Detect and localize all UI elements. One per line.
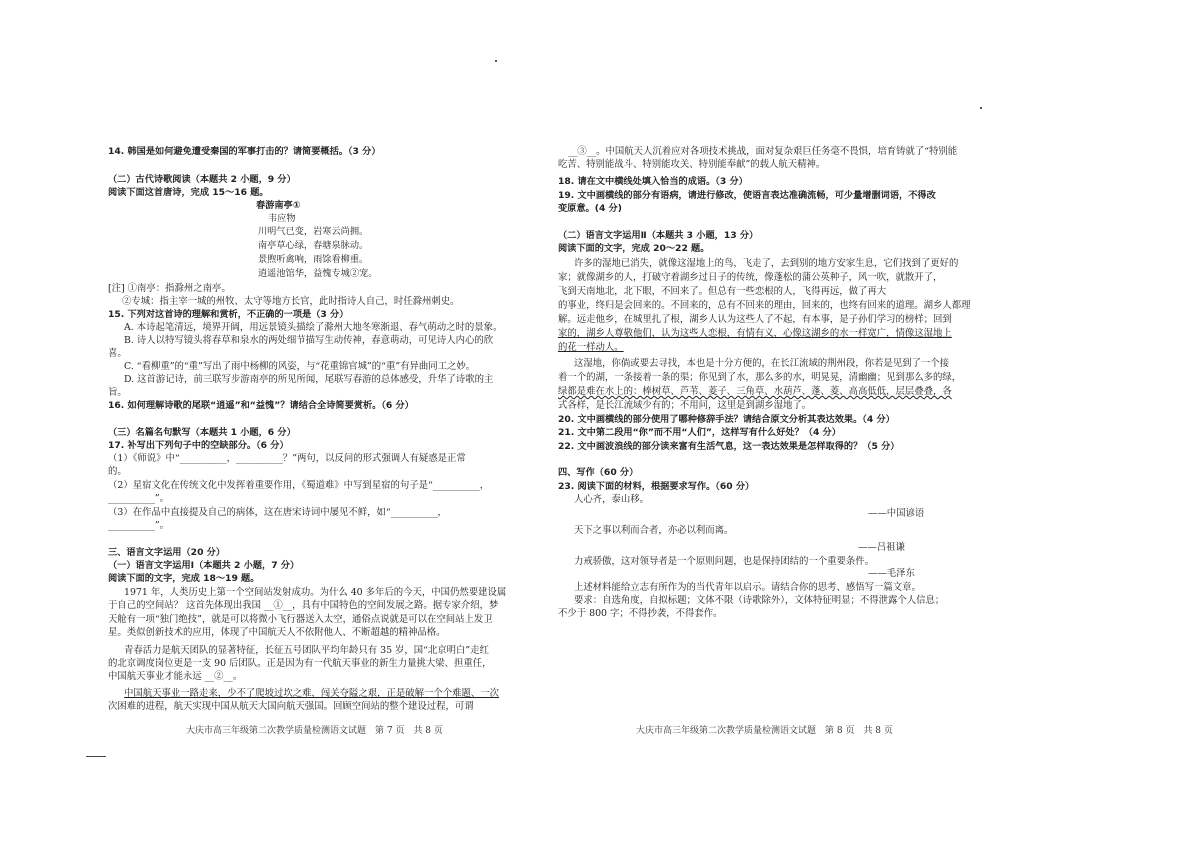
section-recitation-title: （三）名篇名句默写（本题共 1 小题，6 分） xyxy=(108,427,296,438)
reading-line: 家；就像湖乡的人，打破守着湖乡过日子的传统，像蓬松的蒲公英种子，风一吹，就散开了， xyxy=(558,272,943,283)
para-1-line: 1971 年，人类历史上第一个空间站发射成功。为什么 40 多年后的今天，中国仍然要建设属 xyxy=(124,587,507,598)
question-20: 20. 文中画横线的部分使用了哪种修辞手法？请结合原文分析其表达效果。（4 分） xyxy=(558,414,895,425)
question-14: 14. 韩国是如何避免遭受秦国的军事打击的？请简要概括。（3 分） xyxy=(108,146,381,157)
question-15: 15. 下列对这首诗的理解和赏析，不正确的一项是（3 分） xyxy=(108,309,349,320)
para-1-line: 星。类似创新技术的应用，体现了中国航天人不依附他人、不断超越的精神品格。 xyxy=(108,627,446,638)
note-1: [注] ①南亭：指滁州之南亭。 xyxy=(108,283,231,294)
option-b: B. 诗人以特写镜头将春草和泉水的两处细节描写生动传神，春意萌动，可见诗人内心的欣 xyxy=(124,335,494,346)
para-1-line: 天舱有一项“独门绝技”，就是可以将微小飞行器送入太空，通俗点说就是可以在空间站上发卫 xyxy=(108,614,493,625)
para-3-line: 次困难的进程，航天实现中国从航天大国向航天强国。回顾空间站的整个建设过程，可谓 xyxy=(108,701,474,712)
section-poetry-intro: 阅读下面这首唐诗，完成 15～16 题。 xyxy=(108,187,269,198)
question-22: 22. 文中画波浪线的部分读来富有生活气息，这一表达效果是怎样取得的？（5 分） xyxy=(558,441,900,452)
question-16: 16. 如何理解诗歌的尾联“逍遥”和“益愧”？请结合全诗简要赏析。（6 分） xyxy=(108,400,414,411)
material-1: 人心齐，泰山移。 xyxy=(574,494,650,505)
question-19: 19. 文中画横线的部分有语病，请进行修改，使语言表达准确流畅，可少量增删词语，不得改 xyxy=(558,190,936,201)
reading-line: 这湿地，你倘或要去寻找，本也是十分方便的，在长江流域的荆州段，你若是见到了一个接 xyxy=(574,358,950,369)
para-line: 吃苦、特别能战斗、特别能攻关、特别能奉献”的载人航天精神。 xyxy=(558,159,826,170)
section-poetry-title: （二）古代诗歌阅读（本题共 2 小题，9 分） xyxy=(108,174,296,185)
question-17: 17. 补写出下列句子中的空缺部分。（6 分） xyxy=(108,440,289,451)
poem-line: 逍遥池馆华，益愧专城②宠。 xyxy=(258,268,378,279)
question-21: 21. 文中第二段用“你”而不用“人们”，这样写有什么好处？（4 分） xyxy=(558,427,841,438)
option-b-cont: 喜。 xyxy=(108,348,127,359)
scan-speck xyxy=(495,60,497,62)
sub2-intro: 阅读下面的文字，完成 20～22 题。 xyxy=(558,243,710,254)
scan-speck xyxy=(980,107,982,109)
q17-item-3: （3）在作品中直接提及自己的病体，这在唐宋诗词中屡见不鲜，如“__________， xyxy=(108,507,447,518)
option-a: A. 本诗起笔清远，境界开阔，用远景镜头描绘了滁州大地冬寒渐退、春气萌动之时的景象。 xyxy=(124,322,503,333)
sub1-intro: 阅读下面的文字，完成 18～19 题。 xyxy=(108,573,260,584)
option-c: C. “看柳重”的“重”写出了雨中杨柳的风姿，与“花重锦官城”的“重”有异曲同工之妙。 xyxy=(124,361,476,372)
material-1-source: ——中国谚语 xyxy=(868,508,925,519)
writing-requirements-cont: 不少于 800 字；不得抄袭，不得套作。 xyxy=(558,608,723,619)
q17-item-2: （2）星宿文化在传统文化中发挥着重要作用，《蜀道难》中写到星宿的句子是“__________， xyxy=(108,480,490,491)
reading-line-underlined: 家的，湖乡人尊敬他们，认为这些人恋根，有情有义，心像这湖乡的水一样宽广，情像这湿地上 xyxy=(558,328,952,339)
poem-line: 景煦听禽响，雨馀看柳重。 xyxy=(258,254,369,265)
material-3: 力戒骄傲，这对领导者是一个原则问题，也是保持团结的一个重要条件。 xyxy=(574,556,875,567)
material-2-source: ——吕祖谦 xyxy=(858,542,905,553)
para-line: __③__。中国航天人沉着应对各项技术挑战，面对复杂艰巨任务毫不畏惧，培育铸就了“特别能 xyxy=(568,146,958,157)
option-d-cont: 旨。 xyxy=(108,387,127,398)
poem-line: 川明气已变，岩寒云尚拥。 xyxy=(258,226,369,237)
reading-line-underlined: 的花一样动人。 xyxy=(558,342,624,353)
note-2: ②专城：指主宰一城的州牧、太守等地方长官，此时指诗人自己，时任滁州刺史。 xyxy=(122,296,460,307)
option-d: D. 这首游记诗，前三联写步游南亭的所见所闻，尾联写春游的总体感受，升华了诗歌的主 xyxy=(124,374,494,385)
para-2-line: 中国航天事业才能永远 __②__。 xyxy=(108,671,243,682)
question-23: 23. 阅读下面的材料，根据要求写作。（60 分） xyxy=(558,481,755,492)
q17-item-1: （1）《师说》中“__________，__________？”两句，以反问的形式强调人有疑惑是正常 xyxy=(108,453,466,464)
writing-task: 上述材料能给立志有所作为的当代青年以启示。请结合你的思考、感悟写一篇文章。 xyxy=(574,582,921,593)
question-18: 18. 请在文中横线处填入恰当的成语。（3 分） xyxy=(558,176,748,187)
reading-line: 着一个的湖，一条接着一条的渠；你见到了水，那么多的水，明晃晃，清幽幽；见到那么多的绿， xyxy=(558,372,962,383)
question-19-cont: 变原意。(4 分) xyxy=(558,203,622,214)
reading-line: 许多的湿地已消失，就像这湿地上的鸟，飞走了，去到别的地方安家生息，它们找到了更好的 xyxy=(574,258,959,269)
reading-line: 式各样，是长江流域少有的；不用问，这里是到湖乡湿地了。 xyxy=(558,400,812,411)
poem-line: 南亭草心绿，春塘泉脉动。 xyxy=(258,240,369,251)
left-page-footer: 大庆市高三年级第二次教学质量检测语文试题 第 7 页 共 8 页 xyxy=(186,726,443,736)
scan-mark xyxy=(86,756,106,757)
para-3-line: 中国航天事业一路走来，少不了爬坡过坎之难，闯关夺隘之艰，正是破解一个个难题、一次 xyxy=(124,688,500,699)
reading-line-wavy: 绿都是难在水上的：棒树草、芦苇、菱子、三角草、水葫芦、蓬、菱、高高低低，层层叠叠，各 xyxy=(558,386,952,397)
para-2-line: 青春活力是航天团队的显著特征，长征五号团队平均年龄只有 35 岁，国“北京明白”走红 xyxy=(124,645,489,656)
writing-requirements: 要求：自选角度，自拟标题；文体不限（诗歌除外），文体特征明显；不得泄露个人信息； xyxy=(574,595,945,606)
material-3-source: ——毛泽东 xyxy=(868,568,915,579)
poem-author: 韦应物 xyxy=(268,213,296,224)
part4-title: 四、写作（60 分） xyxy=(558,467,639,478)
right-page-footer: 大庆市高三年级第二次教学质量检测语文试题 第 8 页 共 8 页 xyxy=(636,726,893,736)
reading-line: 的事业，终归是会回来的。不回来的，总有不回来的理由，回来的，也终有回来的道理。湖乡人都理 xyxy=(558,300,971,311)
q17-item-1-cont: 的。 xyxy=(108,466,127,477)
reading-line: 解。远走他乡，在城里扎了根，湖乡人认为这些人了不起，有本事，是子孙们学习的榜样；回到 xyxy=(558,314,952,325)
reading-line: 飞到天南地北，北下眼，不回来了。但总有一些恋根的人，飞得再远，做了再大 xyxy=(558,286,887,297)
q17-item-2-cont: __________”。 xyxy=(108,493,170,504)
poem-title: 春游南亭① xyxy=(256,200,301,211)
sub2-title: （二）语言文字运用Ⅱ（本题共 3 小题，13 分） xyxy=(558,230,759,241)
q17-item-3-cont: __________”。 xyxy=(108,520,170,531)
material-2: 天下之事以利而合者，亦必以利而离。 xyxy=(574,525,734,536)
para-2-line: 的北京调度岗位更是一支 90 后团队。正是因为有一代航天事业的新生力量挑大梁、担重任， xyxy=(108,658,492,669)
part3-title: 三、语言文字运用（20 分） xyxy=(108,547,226,558)
sub1-title: （一）语言文字运用Ⅰ（本题共 2 小题，7 分） xyxy=(108,560,300,571)
para-1-line: 于自己的空间站？ 这首先体现出我国 __①__，具有中国特色的空间发展之路。据专家介绍，梦 xyxy=(108,600,499,611)
